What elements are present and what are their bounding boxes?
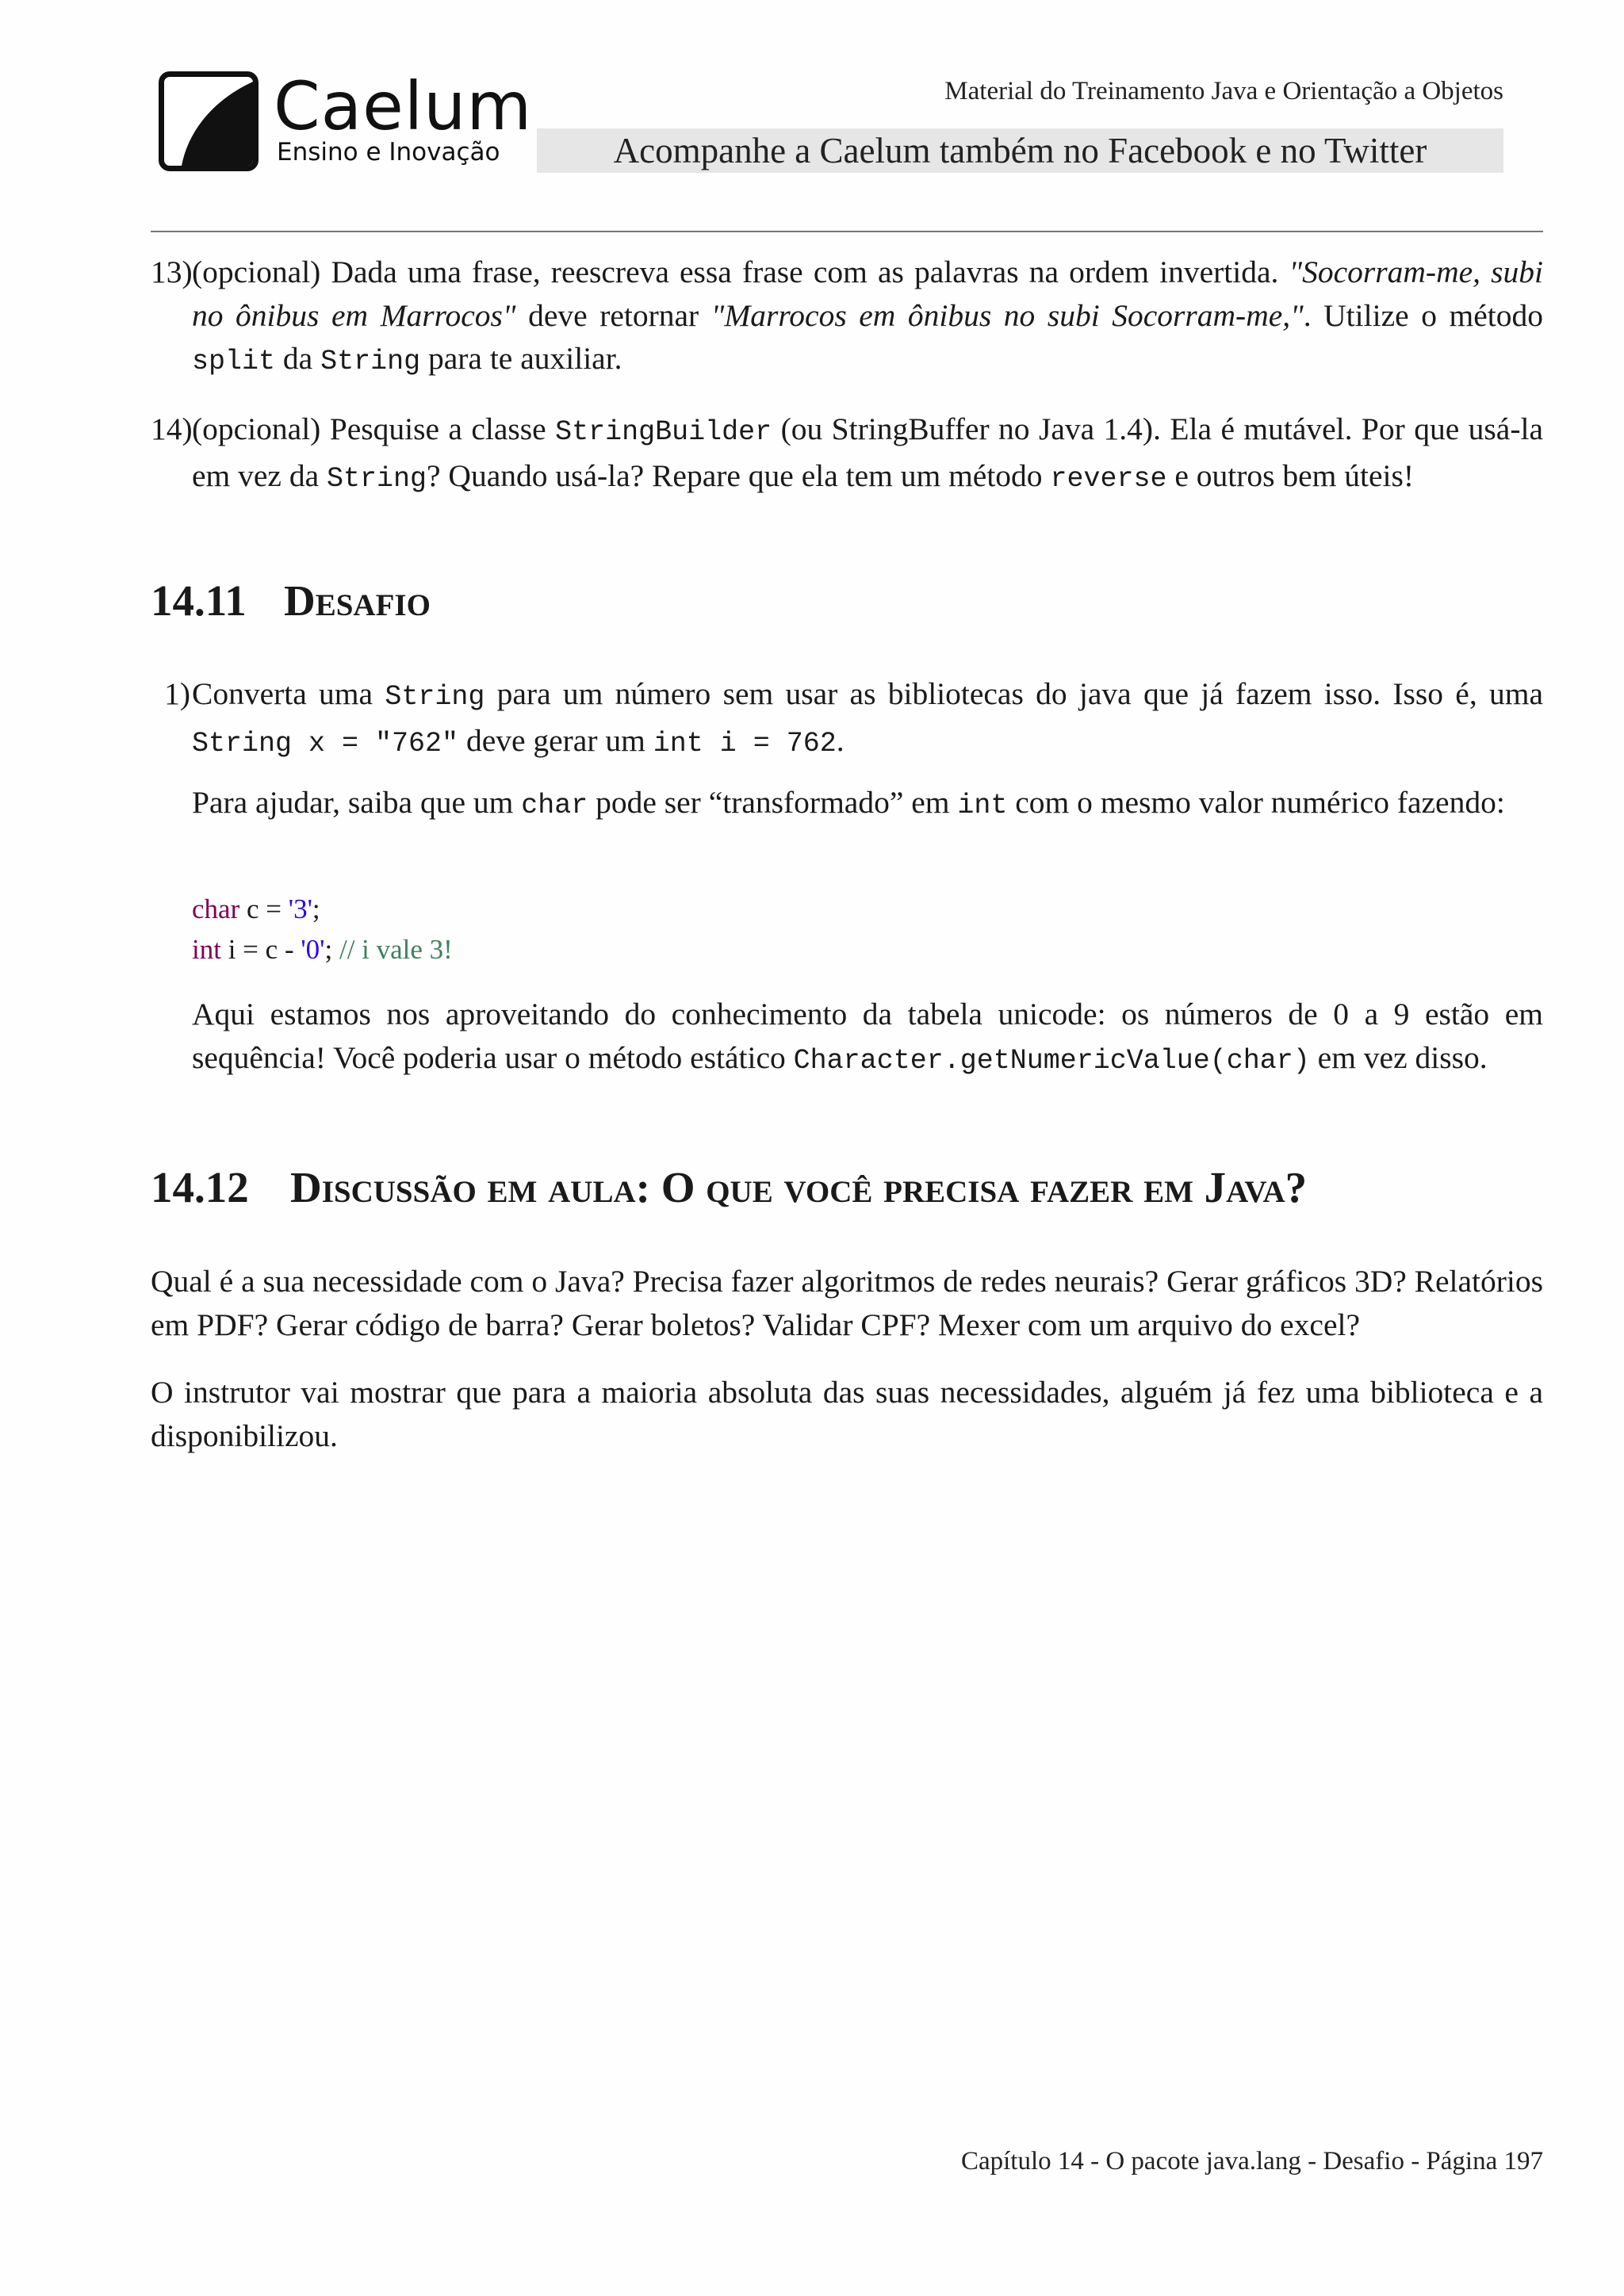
exercise-text: (opcional) Dada uma frase, reescreva essa frase com as palavras na ordem invertida. "Socorram-me, subi no ônibus em Marrocos" deve retornar "Marrocos em ônibus no subi Socorram-me,". Utilize o método split da String para te auxiliar. <box>192 254 1543 377</box>
section-heading-discussao <box>151 1165 1307 1209</box>
page-footer: Capítulo 14 - O pacote java.lang - Desafio - Página 197 <box>960 2147 1543 2175</box>
section-title: Desafio <box>284 576 431 625</box>
header-divider <box>151 231 1543 232</box>
section-number: 14.11 <box>151 576 247 625</box>
discussion-paragraph-1 <box>151 1260 1543 1346</box>
logo-tagline: Ensino e Inovação <box>277 138 500 166</box>
section-title: Discussão em aula: O que você precisa fazer em Java? <box>290 1163 1308 1211</box>
material-title: Material do Treinamento Java e Orientação a Objetos <box>944 77 1503 105</box>
discussion-text: O instrutor vai mostrar que para a maioria absoluta das suas necessidades, alguém já fez uma biblioteca e a disponibilizou. <box>151 1375 1543 1453</box>
code-line: char c = '3'; <box>192 894 320 924</box>
challenge-text: Converta uma String para um número sem usar as bibliotecas do java que já fazem isso. Isso é, uma String x = "762" deve gerar um int i = 762. <box>192 676 1543 760</box>
caelum-logo-icon <box>159 71 259 171</box>
svg-text:*: * <box>174 82 181 98</box>
social-banner <box>537 128 1503 173</box>
code-example <box>192 889 453 970</box>
exercise-13 <box>151 251 1543 384</box>
challenge-number: 1) <box>164 676 190 711</box>
code-line: int i = c - '0'; // i vale 3! <box>192 934 453 965</box>
hint-paragraph <box>192 781 1543 828</box>
discussion-paragraph-2 <box>151 1371 1543 1457</box>
exercise-number: 13) <box>151 254 193 289</box>
section-heading-desafio <box>151 576 431 625</box>
discussion-text: Qual é a sua necessidade com o Java? Precisa fazer algoritmos de redes neurais? Gerar gráficos 3D? Relatórios em PDF? Gerar código de barra? Gerar boletos? Validar CPF? Mexer com um arquivo do excel? <box>151 1264 1543 1342</box>
social-banner-text: Acompanhe a Caelum também no Facebook e no Twitter <box>613 131 1427 170</box>
challenge-1 <box>151 672 1543 765</box>
unicode-paragraph <box>192 993 1543 1082</box>
exercise-number: 14) <box>151 411 193 446</box>
logo-name: Caelum <box>274 67 533 145</box>
exercise-14 <box>151 408 1543 500</box>
unicode-text: Aqui estamos nos aproveitando do conhecimento da tabela unicode: os números de 0 a 9 estão em sequência! Você poderia usar o método estático Character.getNumericValue(char) em vez disso. <box>192 997 1543 1077</box>
hint-text: Para ajudar, saiba que um char pode ser “transformado” em int com o mesmo valor numérico fazendo: <box>192 785 1505 821</box>
exercise-text: (opcional) Pesquise a classe StringBuilder (ou StringBuffer no Java 1.4). Ela é mutável. Por que usá-la em vez da String? Quando usá-la? Repare que ela tem um método reverse e outros bem úteis! <box>192 411 1543 495</box>
section-number: 14.12 <box>151 1163 249 1211</box>
